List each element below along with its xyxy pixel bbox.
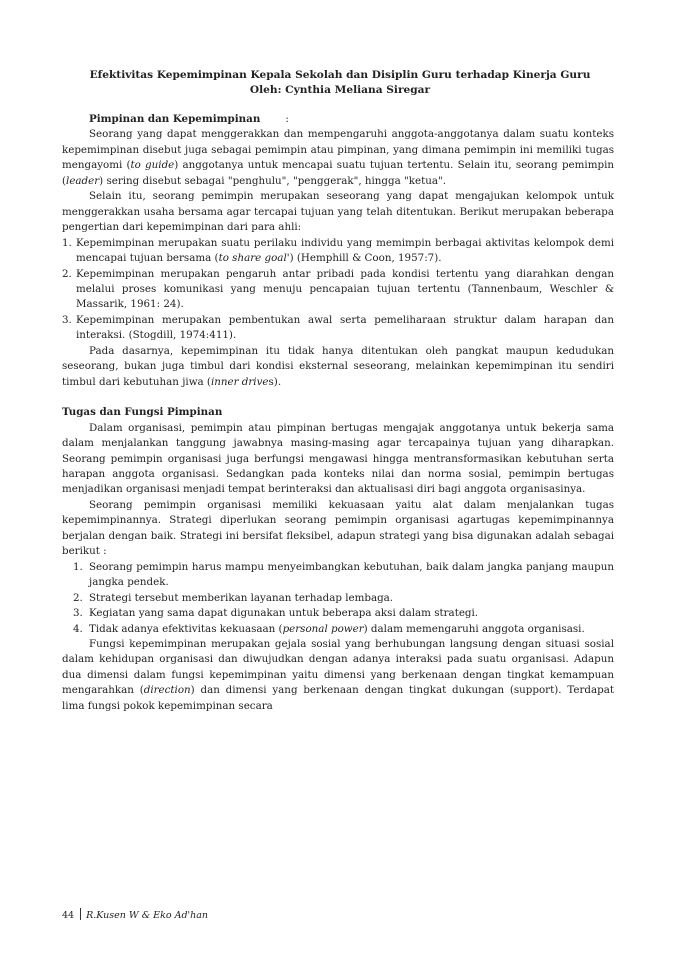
list-item	[62, 622, 614, 637]
list-text: Seorang pemimpin harus mampu menyeimbangkan kebutuhan, baik dalam jangka panjang maupun jangka pendek.	[89, 560, 614, 589]
footer-divider	[80, 908, 81, 920]
list-text: Kepemimpinan merupakan pembentukan awal serta pemeliharaan struktur dalam harapan dan interaksi. (Stogdill, 1974:411).	[76, 313, 614, 342]
list-text: Kepemimpinan merupakan suatu perilaku individu yang memimpin berbagai aktivitas kelompok demi mencapai tujuan bersama (	[76, 236, 614, 265]
list-number: 3.	[73, 607, 83, 620]
article-body	[62, 112, 614, 714]
article-author: Oleh: Cynthia Meliana Siregar	[249, 84, 431, 96]
list-text: Tidak adanya efektivitas kekuasaan (	[89, 622, 283, 635]
section-heading-tugas: Tugas dan Fungsi Pimpinan	[62, 406, 223, 419]
section-heading-text: Pimpinan dan Kepemimpinan	[89, 113, 261, 125]
list-item	[62, 313, 614, 344]
list-item	[62, 236, 614, 267]
paragraph-text: Seorang yang dapat menggerakkan dan mempengaruhi anggota-anggotanya dalam suatu konteks kepemimpinan disebut juga sebagai pemimpin atau pimpinan, yang dimana pemimpin ini memiliki tugas mengayomi (	[62, 128, 614, 172]
section-heading-pimpinan	[62, 112, 614, 127]
paragraph: Selain itu, seorang pemimpin merupakan seseorang yang dapat mengajukan kelompok untuk menggerakkan usaha bersama agar tercapai tujuan yang telah ditentukan. Berikut merupakan beberapa pengertian dari kepemimpinan dari para ahli:	[62, 190, 614, 234]
paragraph: Dalam organisasi, pemimpin atau pimpinan bertugas mengajak anggotanya untuk bekerja sama dalam menjalankan tanggung jawabnya masing-masing agar tercapainya tujuan yang diharapkan. Seorang pemimpin organisasi juga berfungsi mengawasi hingga mentransformasikan kebutuhan serta harapan anggota organisasi. Sedangkan pada konteks nilai dan norma sosial, pemimpin bertugas menjadikan organisasi menjadi tempat berinteraksi dan aktualisasi diri bagi anggota organisasinya.	[62, 421, 614, 496]
paragraph	[62, 637, 614, 714]
footer-authors: R.Kusen W & Eko Ad'han	[86, 910, 209, 921]
list-number: 3.	[62, 313, 72, 326]
paragraph-text: Fungsi kepemimpinan merupakan gejala sosial yang berhubungan langsung dengan situasi sosial dalam kehidupan organisasi dan diwujudkan dengan adanya interaksi pada suatu organisasi. Adapun dua dimensi dalam fungsi kepemimpinan yaitu dimensi yang berkenaan dengan tingkat kemampuan mengarahkan (	[62, 637, 614, 697]
paragraph-text: ) anggotanya untuk mencapai suatu tujuan tertentu. Selain itu, seorang pemimpin (	[62, 159, 614, 187]
paragraph-text: ) dan dimensi yang berkenaan dengan tingkat dukungan (support). Terdapat lima fungsi pokok kepemimpinan secara	[62, 684, 615, 712]
paragraph	[62, 127, 614, 189]
list-number: 1.	[62, 236, 72, 249]
italic-term: to share goal	[218, 252, 287, 265]
paragraph-text: ) sering disebut sebagai "penghulu", "penggerak", hingga "ketua".	[99, 174, 447, 187]
italic-term: to guide	[130, 159, 175, 172]
paragraph	[62, 344, 614, 390]
list-number: 2.	[62, 267, 72, 280]
list-item	[62, 267, 614, 313]
list-text: ) dalam memengaruhi anggota organisasi.	[363, 622, 585, 635]
list-number: 1.	[73, 560, 83, 573]
italic-term: inner drive	[210, 375, 269, 388]
list-number: 4.	[73, 622, 83, 635]
page-footer	[62, 908, 208, 922]
italic-term: direction	[143, 684, 191, 697]
article-title-block	[60, 68, 620, 98]
list-number: 2.	[73, 591, 83, 604]
strategy-list	[62, 560, 614, 637]
list-text: Strategi tersebut memberikan layanan terhadap lembaga.	[89, 591, 394, 604]
list-text: ') (Hemphill & Coon, 1957:7).	[286, 252, 442, 265]
list-item	[62, 606, 614, 621]
italic-term: personal power	[282, 622, 364, 635]
section-heading-suffix: :	[285, 113, 289, 125]
article-title: Efektivitas Kepemimpinan Kepala Sekolah dan Disiplin Guru terhadap Kinerja Guru	[89, 69, 591, 81]
paragraph: Seorang pemimpin organisasi memiliki kekuasaan yaitu alat dalam menjalankan tugas kepemimpinannya. Strategi diperlukan seorang pemimpin organisasi agartugas kepemimpinannya berjalan dengan baik. Strategi ini bersifat fleksibel, adapun strategi yang bisa digunakan adalah sebagai berikut :	[62, 498, 614, 558]
paragraph-text: Pada dasarnya, kepemimpinan itu tidak hanya ditentukan oleh pangkat maupun kedudukan seseorang, bukan juga timbul dari kondisi eksternal seseorang, melainkan kepemimpinan itu sendiri timbul dari kebutuhan jiwa (	[62, 344, 614, 388]
page-number: 44	[62, 910, 75, 921]
definition-list	[62, 236, 614, 344]
list-item	[62, 560, 614, 591]
list-item	[62, 591, 614, 606]
list-text: Kegiatan yang sama dapat digunakan untuk beberapa aksi dalam strategi.	[89, 607, 479, 620]
paragraph-text: s).	[268, 375, 282, 388]
italic-term: leader	[66, 174, 100, 187]
list-text: Kepemimpinan merupakan pengaruh antar pribadi pada kondisi tertentu yang diarahkan dengan melalui proses komunikasi yang menuju pencapaian tujuan tertentu (Tannenbaum, Weschler & Massarik, 1961: 24).	[76, 267, 614, 311]
